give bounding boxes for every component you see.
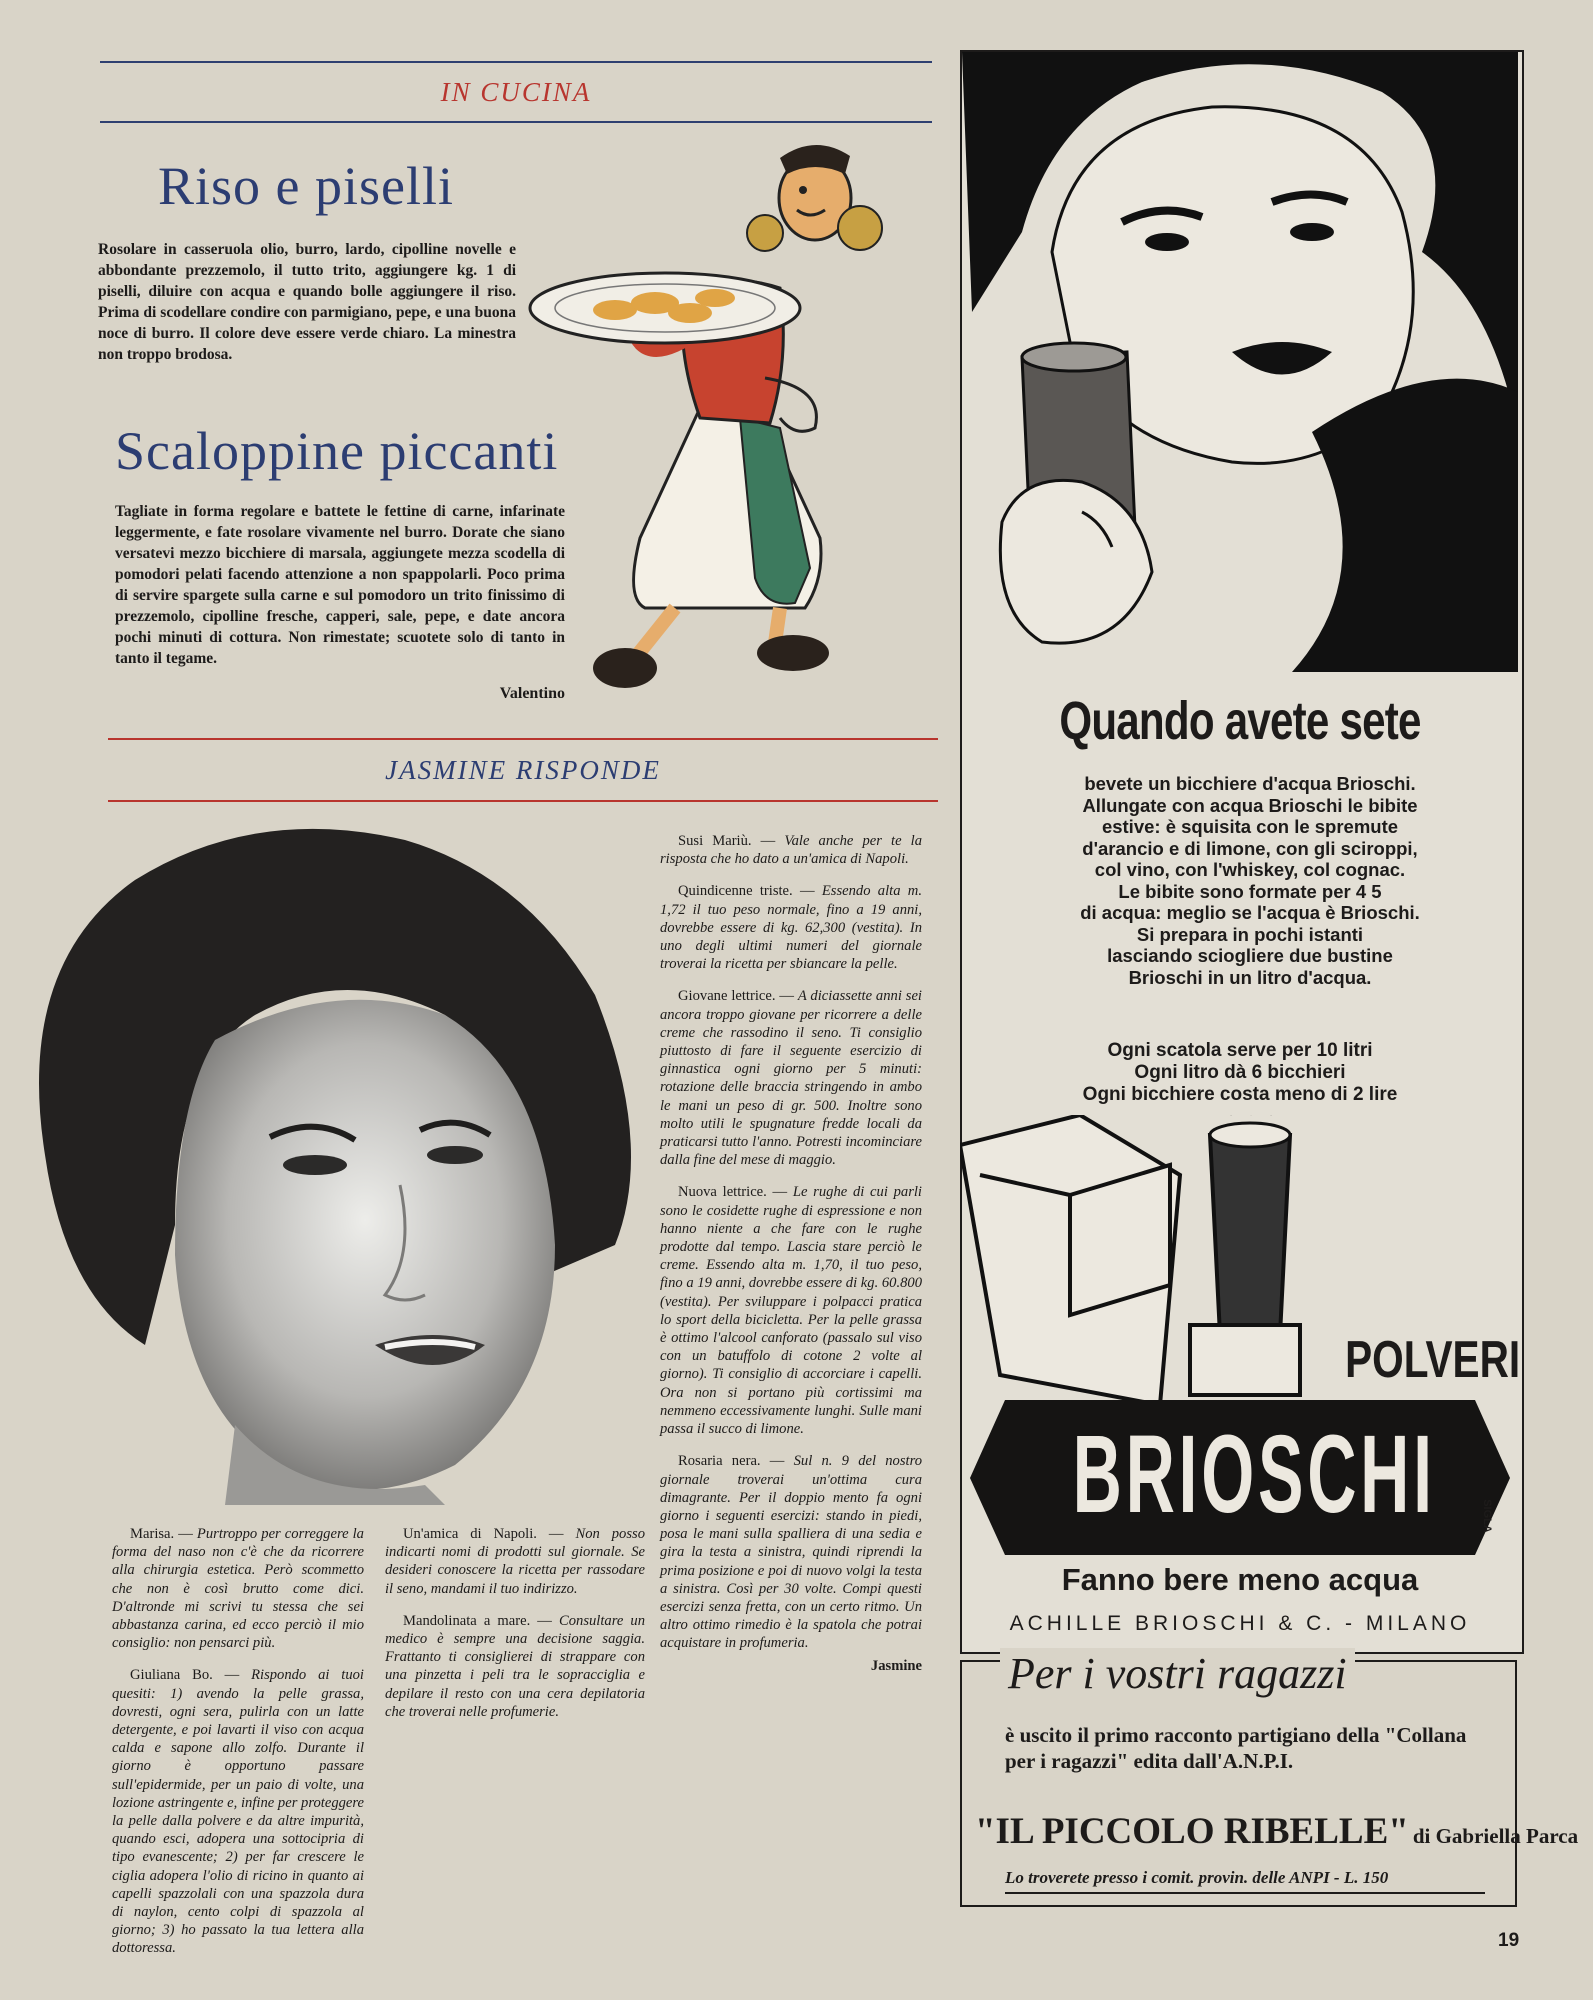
anpi-book-line xyxy=(975,1810,1579,1853)
brioschi-body: bevete un bicchiere d'acqua Brioschi. Allungate con acqua Brioschi le bibite estive: è squisita con le spremute d'arancio e di limone, con gli sciroppi, col vino, con l'whiskey, col cognac. Le bibite sono formate per 4 5 di acqua: meglio se l'acqua è Brioschi. Si prepara in pochi istanti lasciando sciogliere due bustine Brioschi in un litro d'acqua. xyxy=(1080,773,1420,988)
brioschi-polveri: POLVERI xyxy=(1345,1331,1521,1389)
anpi-footer: Lo troverete presso i comit. provin. delle ANPI - L. 150 xyxy=(1005,1868,1485,1894)
letter-item: Un'amica di Napoli. — Non posso indicarti nomi di prodotti sul giornale. Se desideri conoscere la ricetta per rassodare il seno, mandami il tuo indirizzo. xyxy=(385,1526,646,1597)
jasmine-rule-top xyxy=(108,738,938,740)
brioschi-artist: SIGLA xyxy=(1480,1499,1493,1533)
top-rule xyxy=(100,61,932,63)
letter-item: Marisa. — Purtroppo per correggere la forma del naso non c'è che da ricorrere alla chirurgia estetica. Però scommetto che non è così brutto come dici. D'altronde mi scrivi tu stessa che sei abbastanza carina, ed ecco perciò il mio consiglio: non pensarci più. xyxy=(112,1526,364,1652)
letter-item: Quindicenne triste. — Essendo alta m. 1,72 il tuo peso normale, fino a 19 anni, dovrebbe essere di kg. 62,300 (vestita). In uno degli ultimi numeri del giornale troverai la ricetta per sbiancare la pelle. xyxy=(660,883,922,973)
brioschi-headline: Quando avete sete xyxy=(1059,691,1421,751)
cook-illustration xyxy=(525,138,905,703)
page-number: 19 xyxy=(1498,1930,1520,1951)
kicker-rule xyxy=(100,121,932,123)
letters-signature: Jasmine xyxy=(870,1657,922,1674)
letter-item: Mandolinata a mare. — Consultare un medico è sempre una decisione saggia. Frattanto ti consiglierei di strappare con una pinzetta i peli tra le sopracciglia e depilare il resto con una cera depilatoria che troverai nelle profumerie. xyxy=(385,1612,646,1720)
letter-item: Nuova lettrice. — Le rughe di cui parli sono le cosidette rughe di espressione e non hanno niente a che fare con le rughe prodotte dal tempo. Lascia stare perciò le creme. Essendo alta m. 1,70, il tuo peso, fino a 19 anni, dovrebbe essere di kg. 60.800 (vestita). Per sviluppare i polpacci pratica lo sport della bicicletta. Per la pelle grassa è ottimo l'alcool canforato (passalo sul viso con un batuffolo di cotone 2 volte al giorno). Ti consiglio di accorciare i capelli. Ora non si portano più cortissimi ma nemmeno eccessivamente lunghi. Sulle mani passa il succo di limone. xyxy=(660,1184,922,1438)
recipe-signature: Valentino xyxy=(499,685,565,702)
anpi-heading: Per i vostri ragazzi xyxy=(1000,1648,1355,1699)
letter-item: Giovane lettrice. — A diciassette anni sei ancora troppo giovane per ricorrere a delle creme che rassodino il seno. Ti consiglio piuttosto di fare il seguente esercizio di ginnastica ogni giorno per 5 minuti: rotazione delle braccia stringendo in ambo le mani un peso di gr. 500. Inoltre sono molto utili le spugnature fredde locali da praticarsi tutto l'anno. Potresti incominciare dalla fine del mese di maggio. xyxy=(660,988,922,1169)
letter-item: Rosaria nera. — Sul n. 9 del nostro giornale troverai un'ottima cura dimagrante. Per il doppio mento fa ogni giorno i seguenti esercizi: stando in piedi, posa le mani sulla spalliera di una sedia e gira la testa a sinistra, quindi riprendi la prima posizione e poi di nuovo volgi la testa a sinistra. Così per 30 volte. Compi questi esercizi senza fretta, con un certo ritmo. Un altro ottimo rimedio è la spatola che potrai acquistare in profumeria. xyxy=(660,1453,923,1652)
letters-column-right xyxy=(660,832,922,1675)
brioschi-company: ACHILLE BRIOSCHI & C. - MILANO xyxy=(1009,1612,1471,1635)
portrait-photo xyxy=(25,825,650,1505)
recipe-title-scaloppine: Scaloppine piccanti xyxy=(115,421,559,481)
brioschi-brand: BRIOSCHI xyxy=(1072,1413,1436,1536)
brioschi-facts: Ogni scatola serve per 10 litri Ogni litro dà 6 bicchieri Ogni bicchiere costa meno di 2 lire xyxy=(1082,1040,1398,1105)
brioschi-slogan: Fanno bere meno acqua xyxy=(1061,1562,1419,1597)
letter-item: Giuliana Bo. — Rispondo ai tuoi quesiti: 1) avendo la pelle grassa, dovresti, ogni sera, pulirla con un latte detergente, e poi lavarti il viso con acqua calda e sapone allo zolfo. Durante il giorno è opportuno passare sull'epidermide, per un paio di volte, una lozione astringente e, infine per proteggere la pelle dalla polvere e da altre impurità, quando esci, adopera una sottocipria di tipo evanescente; 2) per far crescere le ciglia adopera l'olio di ricino in quanto ai capelli spazzolali con una spazzola dura di naylon, cento colpi di spazzola al giorno; 3) ho passato la tua lettera alla dottoressa. xyxy=(112,1667,364,1957)
letter-item: Susi Mariù. — Vale anche per te la risposta che ho dato a un'amica di Napoli. xyxy=(660,833,922,868)
anpi-book-title: "IL PICCOLO RIBELLE" xyxy=(975,1811,1409,1852)
section-kicker-jasmine: JASMINE RISPONDE xyxy=(385,755,661,785)
brioschi-box-illustration xyxy=(960,1115,1360,1405)
letters-column-left-1 xyxy=(112,1525,364,1972)
recipe-body-scaloppine: Tagliate in forma regolare e battete le fettine di carne, infarinate leggermente, e fate rosolare vivamente nel burro. Dorate che siano versatevi mezzo bicchiere di marsala, aggiungete mezza scodella di pomodori pelati facendo attenzione a non spappolarli. Poco prima di servire spargete sulla carne e sul pomodoro un trito finissimo di prezzemolo, cipolline fresche, capperi, sale, pepe, e date ancora pochi minuti di cottura. Non rimestate; scuotete solo di tanto in tanto il tegame. xyxy=(115,503,565,667)
letters-column-left-2 xyxy=(385,1525,645,1735)
section-kicker-cucina: IN CUCINA xyxy=(440,77,592,107)
jasmine-rule-bottom xyxy=(108,800,938,802)
brioschi-woman-illustration xyxy=(962,52,1518,672)
recipe-body-riso: Rosolare in casseruola olio, burro, lardo, cipolline novelle e abbondante prezzemolo, il tutto trito, aggiungere kg. 1 di piselli, diluire con acqua e quando bolle aggiungere il riso. Prima di scodellare condire con parmigiano, pepe, e una buona noce di burro. Il colore deve essere verde chiaro. La minestra non troppo brodosa. xyxy=(98,241,516,363)
anpi-book-author: di Gabriella Parca xyxy=(1412,1824,1579,1848)
recipe-title-riso: Riso e piselli xyxy=(158,156,454,216)
anpi-body: è uscito il primo racconto partigiano della "Collana per i ragazzi" edita dall'A.N.P.I. xyxy=(1005,1723,1467,1773)
